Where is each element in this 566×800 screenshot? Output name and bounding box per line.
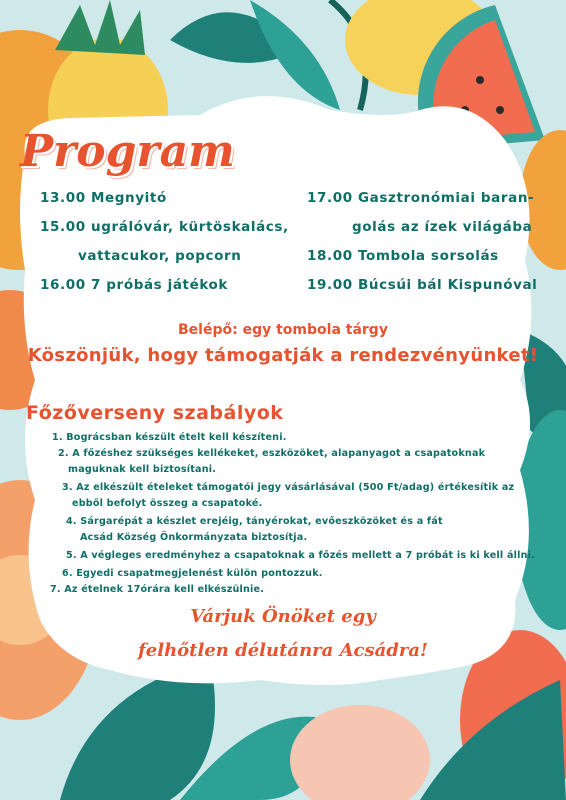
closing-line: Várjuk Önöket egy xyxy=(190,606,376,627)
page-title: Program xyxy=(20,126,235,177)
schedule-item: 13.00 Megnyitó xyxy=(40,190,167,206)
rule-item: 7. Az ételnek 17órára kell elkészülnie. xyxy=(50,584,265,595)
schedule-item: vattacukor, popcorn xyxy=(78,248,242,264)
schedule-item: 18.00 Tombola sorsolás xyxy=(307,248,499,264)
thanks-text: Köszönjük, hogy támogatják a rendezvényünket! xyxy=(27,345,539,366)
rule-item: 6. Egyedi csapatmegjelenést külön pontozzuk. xyxy=(62,568,323,579)
entry-fee-text: Belépő: egy tombola tárgy xyxy=(178,322,388,338)
rule-item: 3. Az elkészült ételeket támogatói jegy vásárlásával (500 Ft/adag) értékesítik az xyxy=(62,482,515,493)
schedule-item: 16.00 7 próbás játékok xyxy=(40,277,229,293)
rules-title: Főzőverseny szabályok xyxy=(26,402,284,424)
rule-item: 4. Sárgarépát a készlet erejéig, tányérokat, evőeszközöket és a fát xyxy=(66,516,443,527)
schedule-item: 19.00 Búcsúi bál Kispunóval xyxy=(307,277,538,293)
rule-item: ebből befolyt összeg a csapatoké. xyxy=(72,498,263,509)
schedule-item: 15.00 ugrálóvár, kürtöskalács, xyxy=(40,219,289,235)
rule-item: maguknak kell biztosítani. xyxy=(68,464,217,475)
rule-item: 5. A végleges eredményhez a csapatoknak a főzés mellett a 7 próbát is ki kell állni. xyxy=(66,550,535,561)
schedule-item: golás az ízek világába xyxy=(352,219,533,235)
schedule-item: 17.00 Gasztronómiai baran- xyxy=(307,190,535,206)
rule-item: Acsád Község Önkormányzata biztosítja. xyxy=(80,532,308,543)
rule-item: 2. A főzéshez szükséges kellékeket, eszközöket, alapanyagot a csapatoknak xyxy=(58,448,486,459)
closing-line: felhőtlen délutánra Acsádra! xyxy=(138,640,428,661)
rule-item: 1. Bográcsban készült ételt kell készíteni. xyxy=(52,432,287,443)
